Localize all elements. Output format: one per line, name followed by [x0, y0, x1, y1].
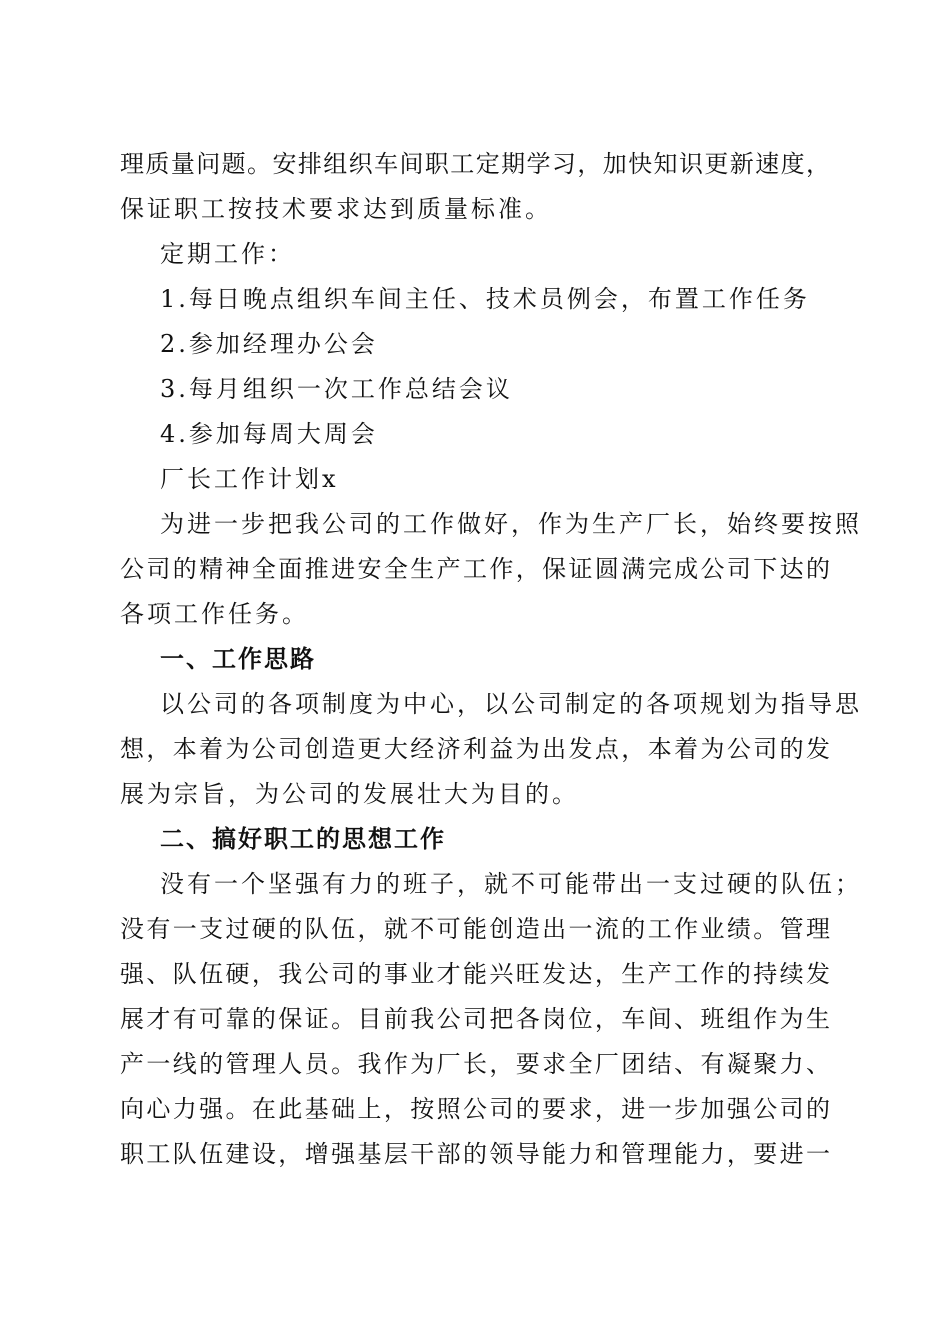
intro-line-2: 公司的精神全面推进安全生产工作，保证圆满完成公司下达的 [120, 555, 830, 583]
section1-line-2: 想，本着为公司创造更大经济利益为出发点，本着为公司的发 [120, 735, 830, 763]
regular-work-item-1: 1.每日晚点组织车间主任、技术员例会，布置工作任务 [160, 285, 810, 313]
section2-line-5: 产一线的管理人员。我作为厂长，要求全厂团结、有凝聚力、 [120, 1050, 830, 1078]
regular-work-label: 定期工作： [160, 240, 295, 268]
regular-work-item-2: 2.参加经理办公会 [160, 330, 378, 358]
continued-line-1: 理质量问题。安排组织车间职工定期学习，加快知识更新速度， [120, 150, 830, 178]
plan-title: 厂长工作计划x [160, 465, 339, 493]
section2-line-7: 职工队伍建设，增强基层干部的领导能力和管理能力，要进一 [120, 1140, 830, 1168]
regular-work-item-3: 3.每月组织一次工作总结会议 [160, 375, 513, 403]
section1-line-1: 以公司的各项制度为中心，以公司制定的各项规划为指导思 [160, 690, 862, 718]
section1-heading: 一、工作思路 [160, 645, 316, 673]
section2-line-1: 没有一个坚强有力的班子，就不可能带出一支过硬的队伍； [160, 870, 862, 898]
section2-line-4: 展才有可靠的保证。目前我公司把各岗位，车间、班组作为生 [120, 1005, 830, 1033]
continued-line-2: 保证职工按技术要求达到质量标准。 [120, 195, 552, 223]
section2-heading: 二、搞好职工的思想工作 [160, 825, 446, 853]
document-body [120, 142, 862, 1177]
intro-line-1: 为进一步把我公司的工作做好，作为生产厂长，始终要按照 [160, 510, 862, 538]
regular-work-item-4: 4.参加每周大周会 [160, 420, 378, 448]
section2-line-2: 没有一支过硬的队伍，就不可能创造出一流的工作业绩。管理 [120, 915, 830, 943]
section1-line-3: 展为宗旨，为公司的发展壮大为目的。 [120, 780, 579, 808]
section2-line-3: 强、队伍硬，我公司的事业才能兴旺发达，生产工作的持续发 [120, 960, 830, 988]
intro-line-3: 各项工作任务。 [120, 600, 309, 628]
section2-line-6: 向心力强。在此基础上，按照公司的要求，进一步加强公司的 [120, 1095, 830, 1123]
